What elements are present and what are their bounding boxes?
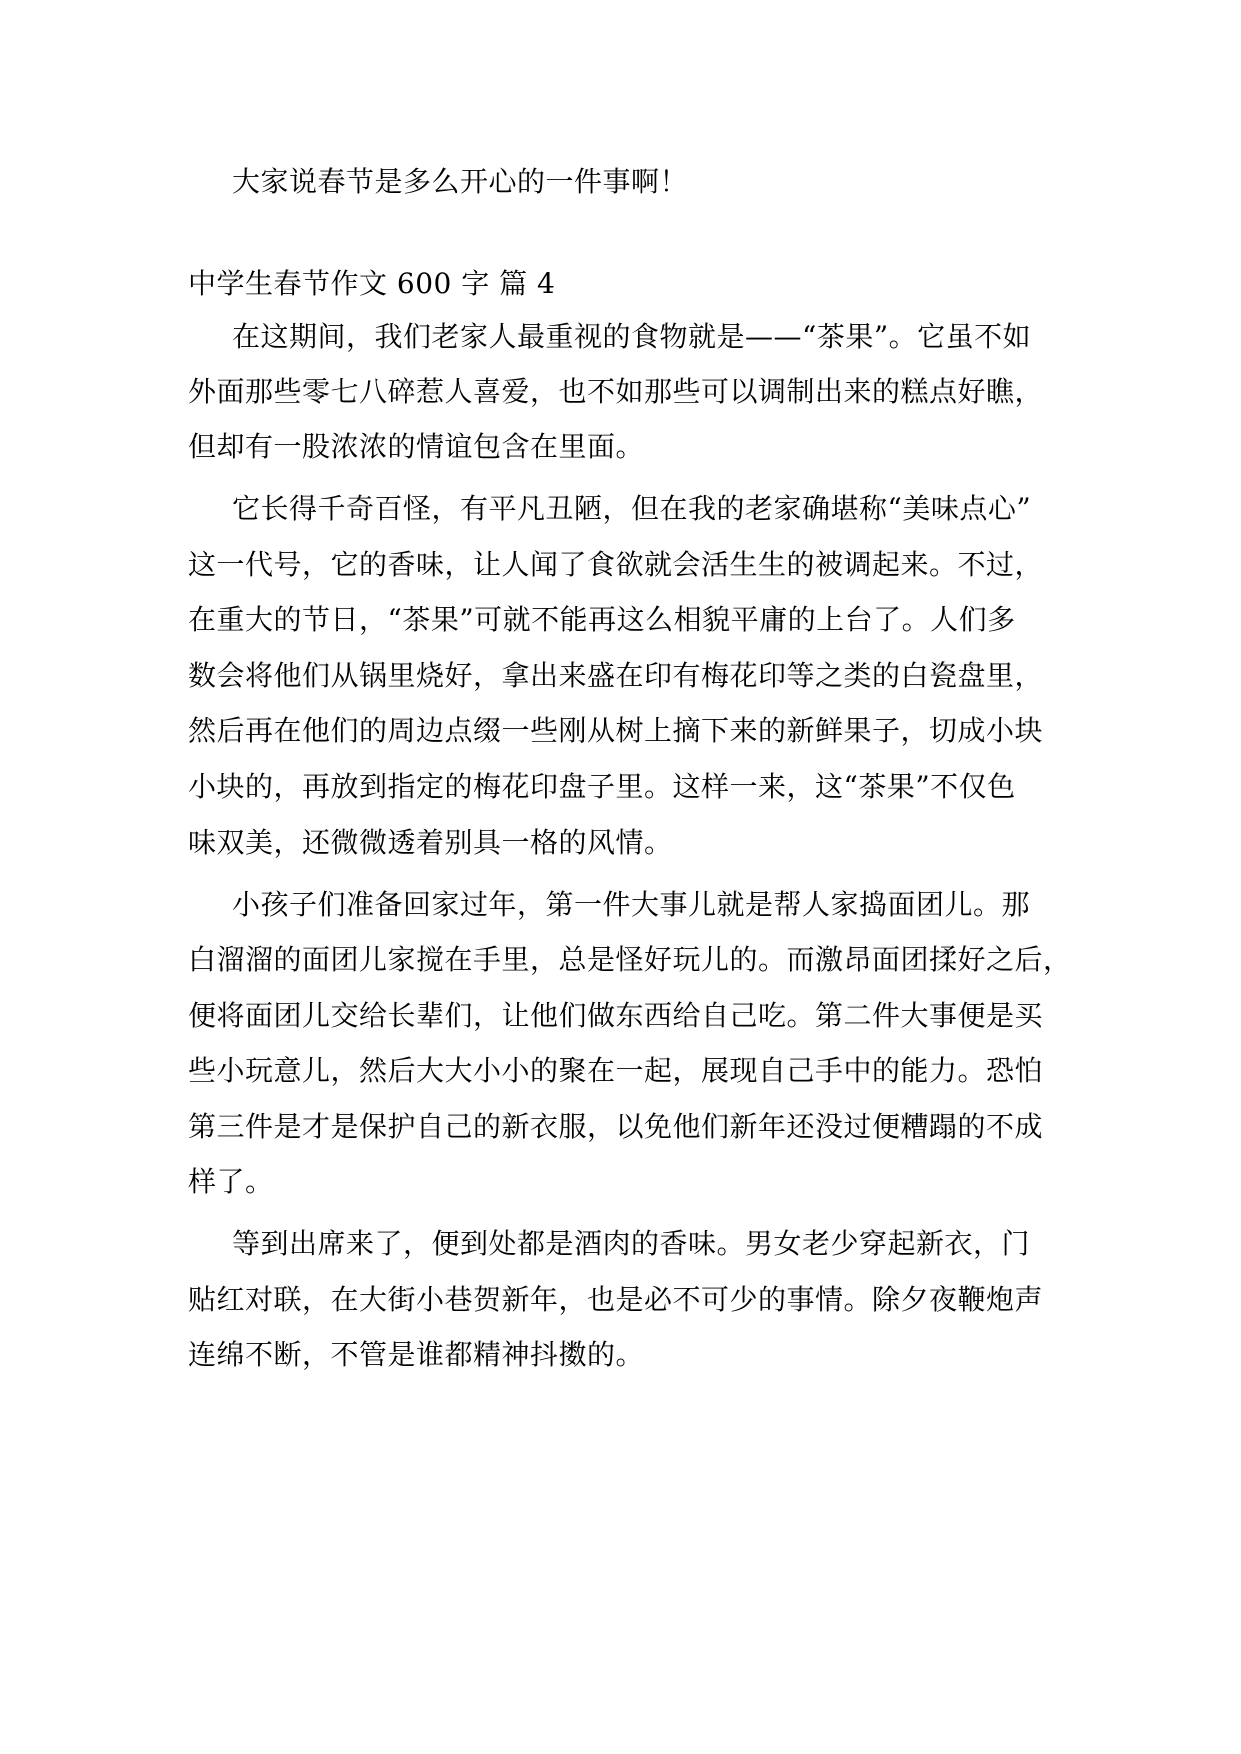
paragraph-line: 外面那些零七八碎惹人喜爱，也不如那些可以调制出来的糕点好瞧， [188, 375, 1044, 408]
paragraph-line: 第三件是才是保护自己的新衣服，以免他们新年还没过便糟蹋的不成 [188, 1110, 1044, 1143]
paragraph-line: 便将面团儿交给长辈们，让他们做东西给自己吃。第二件大事便是买 [188, 999, 1044, 1032]
paragraph-line: 这一代号，它的香味，让人闻了食欲就会活生生的被调起来。不过， [188, 548, 1044, 581]
paragraph-line: 在这期间，我们老家人最重视的食物就是——“茶果”。它虽不如 [232, 320, 1032, 353]
paragraph-line: 小孩子们准备回家过年，第一件大事儿就是帮人家捣面团儿。那 [232, 888, 1031, 921]
paragraph-line: 小块的，再放到指定的梅花印盘子里。这样一来，这“茶果”不仅色 [188, 770, 1016, 803]
paragraph-line: 味双美，还微微透着别具一格的风情。 [188, 826, 673, 859]
paragraph-line: 它长得千奇百怪，有平凡丑陋，但在我的老家确堪称“美味点心” [232, 492, 1032, 525]
paragraph-line: 在重大的节日，“茶果”可就不能再这么相貌平庸的上台了。人们多 [188, 603, 1016, 636]
paragraph-line: 连绵不断，不管是谁都精神抖擞的。 [188, 1338, 645, 1371]
paragraph-line: 然后再在他们的周边点缀一些刚从树上摘下来的新鲜果子，切成小块 [188, 714, 1044, 747]
intro-line: 大家说春节是多么开心的一件事啊！ [232, 165, 689, 198]
paragraph-line: 贴红对联，在大街小巷贺新年，也是必不可少的事情。除夕夜鞭炮声 [188, 1283, 1044, 1316]
paragraph-line: 些小玩意儿，然后大大小小的聚在一起，展现自己手中的能力。恐怕 [188, 1054, 1044, 1087]
paragraph-line: 但却有一股浓浓的情谊包含在里面。 [188, 430, 645, 463]
paragraph-line: 等到出席来了，便到处都是酒肉的香味。男女老少穿起新衣，门 [232, 1227, 1031, 1260]
paragraph-line: 样了。 [188, 1165, 274, 1198]
paragraph-line: 数会将他们从锅里烧好，拿出来盛在印有梅花印等之类的白瓷盘里， [188, 659, 1044, 692]
paragraph-line: 白溜溜的面团儿家搅在手里，总是怪好玩儿的。而激昂面团揉好之后， [188, 943, 1072, 976]
section-heading: 中学生春节作文 600 字 篇 4 [188, 267, 556, 300]
